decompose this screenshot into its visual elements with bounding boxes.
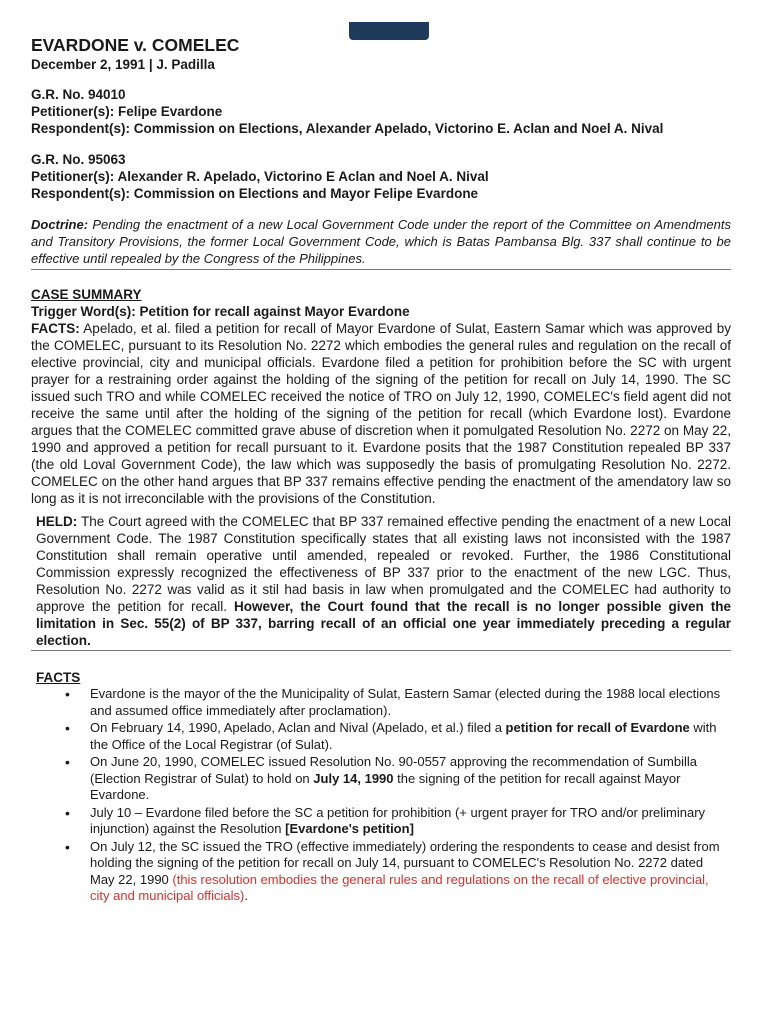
respondents: Respondent(s): Commission on Elections, Alexander Apelado, Victorino E. Aclan and Noel A. Nival bbox=[31, 121, 664, 136]
doctrine-label: Doctrine: bbox=[31, 217, 89, 232]
facts-summary-text: Apelado, et al. filed a petition for recall of Mayor Evardone of Sulat, Eastern Samar which was approved by the COMELEC, pursuant to its Resolution No. 2272 which embodies the general rules and regulation on the recall of elective provincial, city and municipal officials. Evardone filed a petition for prohibition before the SC with urgent prayer for a restraining order against the holding of the signing of the petition for recall on July 14, 1990. The SC issued such TRO and while COMELEC received the notice of TRO on July 12, 1990, COMELEC's field agent did not receive the same until after the holding of the signing of the petition for recall (which Evardone lost). Evardone argues that the COMELEC committed grave abuse of discretion when it pomulgated Resolution No. 2272 on May 22, 1990 and approved a petition for recall pursuant to it. Evardone posits that the 1987 Constitution repealed BP 337 (the old Loval Government Code), the law which was supposedly the basis of promulgating Resolution No. 2272. COMELEC on the other hand argues that BP 337 remains effective pending the enactment of the amendatory law so long as it is not irreconcilable with the provisions of the Constitution. bbox=[31, 321, 731, 506]
document-page bbox=[31, 34, 731, 906]
case-title: EVARDONE v. COMELEC bbox=[31, 35, 240, 55]
case-dateline: December 2, 1991 | J. Padilla bbox=[31, 57, 215, 72]
trigger-words: Trigger Word(s): Petition for recall against Mayor Evardone bbox=[31, 304, 410, 319]
case-block-94010 bbox=[31, 86, 731, 137]
facts-list bbox=[31, 686, 731, 905]
held-paragraph bbox=[31, 513, 731, 651]
list-item: • July 10 – Evardone filed before the SC a petition for prohibition (+ urgent prayer for TRO and/or preliminary injunction) against the Resolution [Evardone's petition] bbox=[90, 805, 731, 838]
list-item: • Evardone is the mayor of the the Municipality of Sulat, Eastern Samar (elected during the 1988 local elections and assumed office immediately after proclamation). bbox=[90, 686, 731, 719]
held-bold-text: However, the Court found that the recall is no longer possible given the limitation in Sec. 55(2) of BP 337, barring recall of an official one year immediately preceding a regular election. bbox=[36, 599, 731, 648]
doctrine-text: Pending the enactment of a new Local Government Code under the report of the Committee on Amendments and Transitory Provisions, the former Local Government Code, which is Batas Pambansa Blg. 337 shall continue to be effective until repealed by the Congress of the Philippines. bbox=[31, 217, 731, 266]
held-label: HELD: bbox=[36, 514, 78, 529]
list-item: • On February 14, 1990, Apelado, Aclan and Nival (Apelado, et al.) filed a petition for recall of Evardone with the Office of the Local Registrar (of Sulat). bbox=[90, 720, 731, 753]
facts-heading: FACTS bbox=[36, 670, 81, 685]
petitioners: Petitioner(s): Felipe Evardone bbox=[31, 104, 223, 119]
list-item: • On July 12, the SC issued the TRO (effective immediately) ordering the respondents to cease and desist from holding the signing of the petition for recall on July 14, pursuant to COMELEC's Resolution No. 2272 dated May 22, 1990 (this resolution embodies the general rules and regulations on the recall of elective provincial, city and municipal officials). bbox=[90, 839, 731, 905]
doctrine-paragraph bbox=[31, 216, 731, 270]
respondents: Respondent(s): Commission on Elections and Mayor Felipe Evardone bbox=[31, 186, 479, 201]
gr-number: G.R. No. 94010 bbox=[31, 87, 126, 102]
red-annotation: (this resolution embodies the general rules and regulations on the recall of elective provincial, city and municipal officials) bbox=[90, 871, 709, 903]
petitioners: Petitioner(s): Alexander R. Apelado, Victorino E Aclan and Noel A. Nival bbox=[31, 169, 489, 184]
facts-summary-paragraph bbox=[31, 320, 731, 507]
gr-number: G.R. No. 95063 bbox=[31, 152, 126, 167]
facts-label: FACTS: bbox=[31, 321, 80, 336]
held-text: The Court agreed with the COMELEC that BP 337 remained effective pending the enactment of a new Local Government Code. The 1987 Constitution specifically states that all existing laws not inconsisted with the 1987 Constitution shall remain operative until amended, repealed or revoked. Further, the 1986 Constitutional Commission expressly recognized the effectiveness of BP 337 prior to the enactment of the new LGC. Thus, Resolution No. 2272 was valid as it stil had basis in law when promulgated and the COMELEC had authority to approve the petition for recall. bbox=[36, 514, 731, 614]
case-block-95063 bbox=[31, 151, 731, 202]
list-item: • On June 20, 1990, COMELEC issued Resolution No. 90-0557 approving the recommendation of Sumbilla (Election Registrar of Sulat) to hold on July 14, 1990 the signing of the petition for recall against Mayor Evardone. bbox=[90, 754, 731, 804]
case-summary-heading: CASE SUMMARY bbox=[31, 287, 142, 302]
